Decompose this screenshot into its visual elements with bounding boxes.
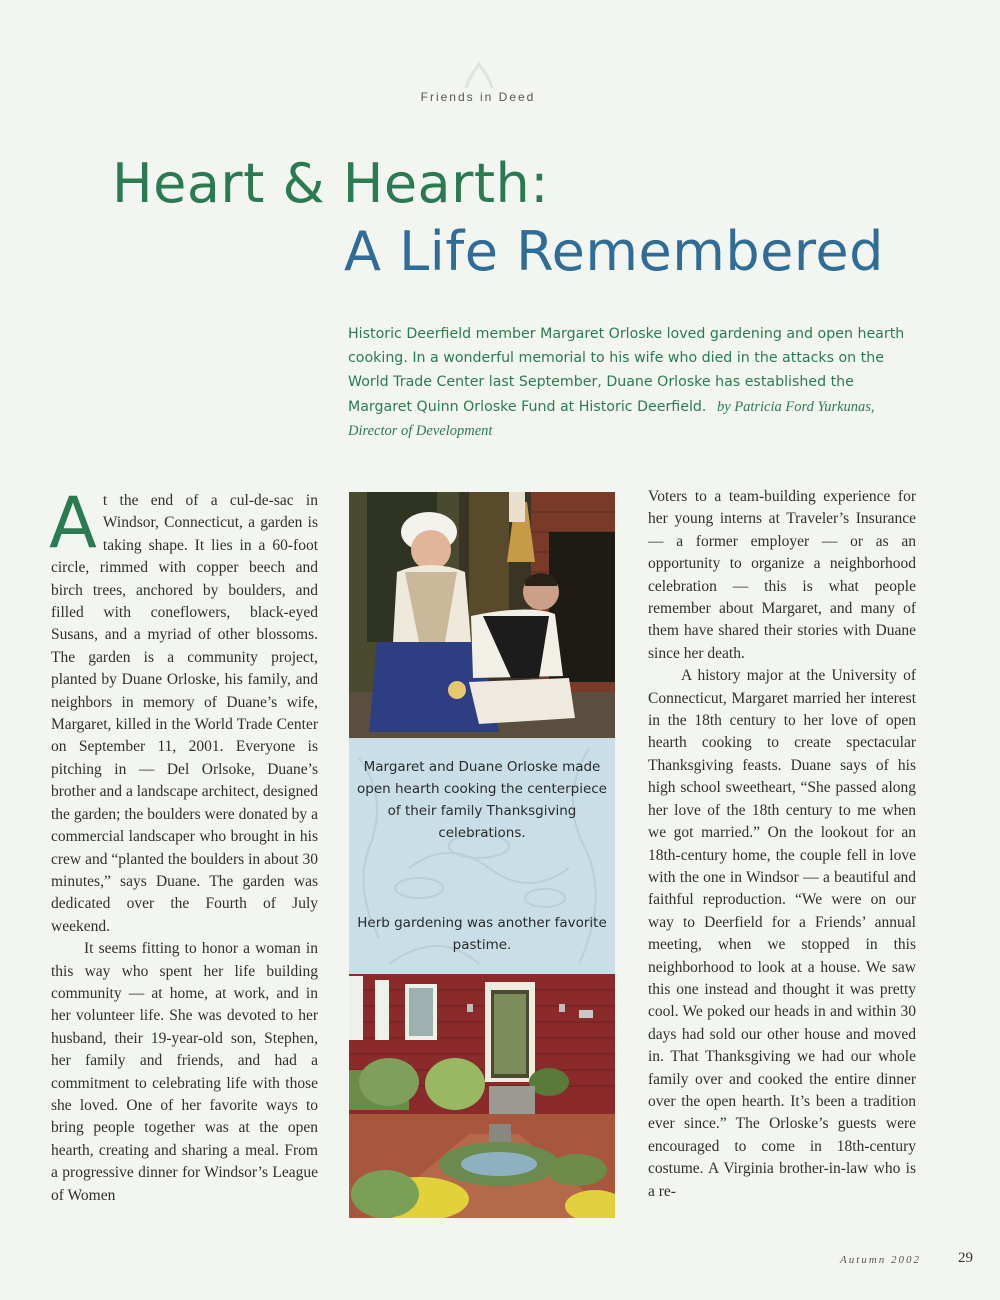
paragraph-1-text: t the end of a cul-de-sac in Windsor, Connecticut, a garden is taking shape. It lies in a 60-foot circle, rimmed with copper beech and birch trees, anchored by boulders, and filled with coneflowers, black-eyed Susans, and a myriad of other blossoms. The garden is a community project, planted by Duane Orloske, his family, and neighbors in memory of Duane’s wife, Margaret, killed in the World Trade Center on September 11, 2001. Everyone is pitching in — Del Orlsoke, Duane’s brother and a landscape architect, designed the garden; the boulders were donated by a commercial landscaper who brought in his crew and “planted the boulders in about 30 minutes,” says Duane. The garden was dedicated over the Fourth of July weekend. — [51, 492, 318, 935]
byline: by Patricia Ford Yurkunas, Director of Development — [348, 398, 875, 439]
caption-panel — [349, 738, 615, 974]
paragraph-2-start: It seems fitting to honor a woman in this way who spent her life building community — at home, at work, and in her volunteer life. She was devoted to her husband, their 19-year-old son, Stephen, her family and friends, and had a commitment to celebrating life with those she loved. One of her favorite ways to bring people together was at the open hearth, creating and sharing a meal. From a progressive dinner for Windsor’s League of Women — [51, 940, 318, 1204]
caption-hearth: Margaret and Duane Orloske made open hearth cooking the centerpiece of their family Thanksgiving celebrations. — [357, 759, 607, 841]
drop-cap: A — [49, 482, 97, 564]
ornament-icon — [462, 62, 496, 90]
intro-deck — [348, 322, 918, 443]
article-column-right — [648, 486, 916, 1203]
garden-photo — [349, 974, 615, 1218]
article-column-left — [49, 482, 318, 1207]
title-line-2: A Life Remembered — [344, 220, 884, 283]
paragraph-2-end: Voters to a team-building experience for her young interns at Traveler’s Insurance — a former employer — or as an opportunity to organize a neighborhood celebration — this is what people remember about Margaret, and many of them have shared their stories with Duane since her death. — [648, 488, 916, 662]
hearth-photo — [349, 492, 615, 738]
section-kicker: Friends in Deed — [420, 90, 536, 104]
paragraph-3: A history major at the University of Connecticut, Margaret married her interest in the 18th century to her love of open hearth cooking to create spectacular Thanksgiving feasts. Duane says of his high school sweetheart, “She passed along her love of the 18th century to me when we got married.” On the lookout for an 18th-century home, the couple fell in love with the one in Windsor — a beautiful and faithful reproduction. “We were on our way to Deerfield for a Friends’ annual meeting, when we stopped in this neighborhood to look at a house. We saw this one instead and thought it was pretty cool. We poked our heads in and within 30 days had sold our other house and moved in. That Thanksgiving we had our whole family over and cooked the entire dinner over the open hearth. It’s been a tradition ever since.” The Orloske’s guests were encouraged to come in 18th-century costume. A Virginia brother-in-law who is a re- — [648, 667, 916, 1200]
page-number: 29 — [958, 1250, 973, 1266]
caption-garden: Herb gardening was another favorite pastime. — [357, 915, 607, 953]
paragraph-1 — [49, 482, 318, 938]
intro-text: Historic Deerfield member Margaret Orloske loved gardening and open hearth cooking. In a wonderful memorial to his wife who died in the attacks on the World Trade Center last September, Duane Orloske has established the Margaret Quinn Orloske Fund at Historic Deerfield. — [348, 326, 905, 415]
title-line-1: Heart & Hearth: — [112, 152, 549, 215]
issue-folio: Autumn 2002 — [840, 1254, 921, 1266]
